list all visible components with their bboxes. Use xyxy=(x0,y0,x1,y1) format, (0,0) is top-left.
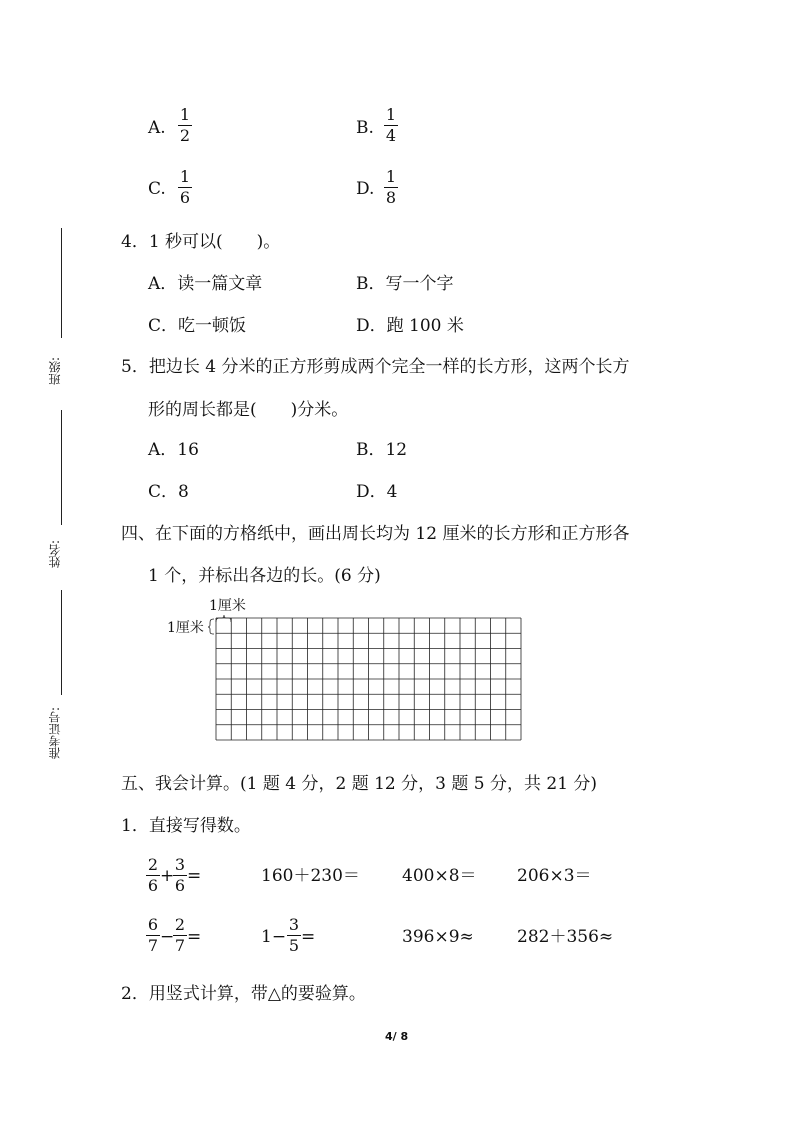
brace-top xyxy=(216,615,231,622)
q3-option-d-fraction xyxy=(384,168,398,207)
numerator: 2 xyxy=(147,855,159,874)
denominator: 7 xyxy=(147,936,159,955)
denominator: 6 xyxy=(147,876,159,895)
r2-expr-3: 396×9≈ xyxy=(402,927,474,947)
r1-expr-2: 160＋230＝ xyxy=(261,866,360,886)
q4-option-a: A．读一篇文章 xyxy=(148,274,263,294)
binding-line-1 xyxy=(61,228,62,338)
page-number: 4/ 8 xyxy=(385,1030,409,1043)
r1-frac-2 xyxy=(173,856,187,895)
denominator: 5 xyxy=(288,936,300,955)
q5-stem-line2: 形的周长都是( )分米。 xyxy=(148,400,349,420)
numerator: 2 xyxy=(174,915,186,934)
r2-expr-4: 282＋356≈ xyxy=(517,927,614,947)
q5-option-a: A．16 xyxy=(148,440,199,460)
section5-sub1: 1．直接写得数。 xyxy=(121,816,251,836)
q3-option-d-label: D. xyxy=(356,179,375,199)
r2-op: − xyxy=(160,927,175,947)
denominator: 8 xyxy=(385,188,397,207)
q4-option-d: D．跑 100 米 xyxy=(356,316,464,336)
brace-left xyxy=(208,619,214,634)
numerator: 3 xyxy=(174,855,186,874)
numerator: 1 xyxy=(385,167,397,186)
q3-option-c-fraction xyxy=(178,168,192,207)
numerator: 6 xyxy=(147,915,159,934)
numerator: 1 xyxy=(179,105,191,124)
denominator: 4 xyxy=(385,126,397,145)
r1-op: + xyxy=(160,866,175,886)
binding-line-2 xyxy=(61,410,62,525)
q3-option-a-label: A. xyxy=(148,118,166,138)
section5-title: 五、我会计算。(1 题 4 分，2 题 12 分，3 题 5 分，共 21 分) xyxy=(121,774,598,794)
r2-frac-3 xyxy=(287,916,301,955)
r2-expr-2-eq: = xyxy=(301,927,316,947)
q4-option-b: B．写一个字 xyxy=(356,274,454,294)
class-label: 班级: xyxy=(48,356,62,385)
name-label: 姓名: xyxy=(48,539,62,568)
binding-line-3 xyxy=(61,590,62,695)
q5-option-b: B．12 xyxy=(356,440,408,460)
q4-option-c: C．吃一顿饭 xyxy=(148,316,247,336)
grid-label-top: 1厘米 xyxy=(209,598,246,614)
r2-frac-1 xyxy=(146,916,160,955)
numerator: 3 xyxy=(288,915,300,934)
q3-option-b-fraction xyxy=(384,106,398,145)
q3-option-a-fraction xyxy=(178,106,192,145)
numerator: 1 xyxy=(179,167,191,186)
q5-option-d: D．4 xyxy=(356,482,398,502)
r2-frac-2 xyxy=(173,916,187,955)
q3-option-c-label: C. xyxy=(148,179,166,199)
exam-no-label: 准考证号: xyxy=(48,706,62,759)
denominator: 2 xyxy=(179,126,191,145)
r2-eq: = xyxy=(187,927,202,947)
r1-expr-3: 400×8＝ xyxy=(402,866,477,886)
grid-label-left: 1厘米 xyxy=(167,620,204,636)
r1-expr-4: 206×3＝ xyxy=(517,866,592,886)
r1-eq: = xyxy=(187,866,202,886)
r2-expr-2-prefix: 1− xyxy=(261,927,287,947)
denominator: 6 xyxy=(179,188,191,207)
section4-line1: 四、在下面的方格纸中，画出周长均为 12 厘米的长方形和正方形各 xyxy=(121,524,630,544)
section4-line2: 1 个，并标出各边的长。(6 分) xyxy=(148,566,381,586)
numerator: 1 xyxy=(385,105,397,124)
q5-option-c: C．8 xyxy=(148,482,189,502)
q3-option-b-label: B. xyxy=(356,118,374,138)
grid-paper xyxy=(206,608,526,744)
section5-sub2: 2．用竖式计算，带△的要验算。 xyxy=(121,984,366,1004)
r1-frac-1 xyxy=(146,856,160,895)
q4-stem: 4．1 秒可以( )。 xyxy=(121,232,281,252)
q5-stem-line1: 5．把边长 4 分米的正方形剪成两个完全一样的长方形，这两个长方 xyxy=(121,357,630,377)
denominator: 7 xyxy=(174,936,186,955)
denominator: 6 xyxy=(174,876,186,895)
